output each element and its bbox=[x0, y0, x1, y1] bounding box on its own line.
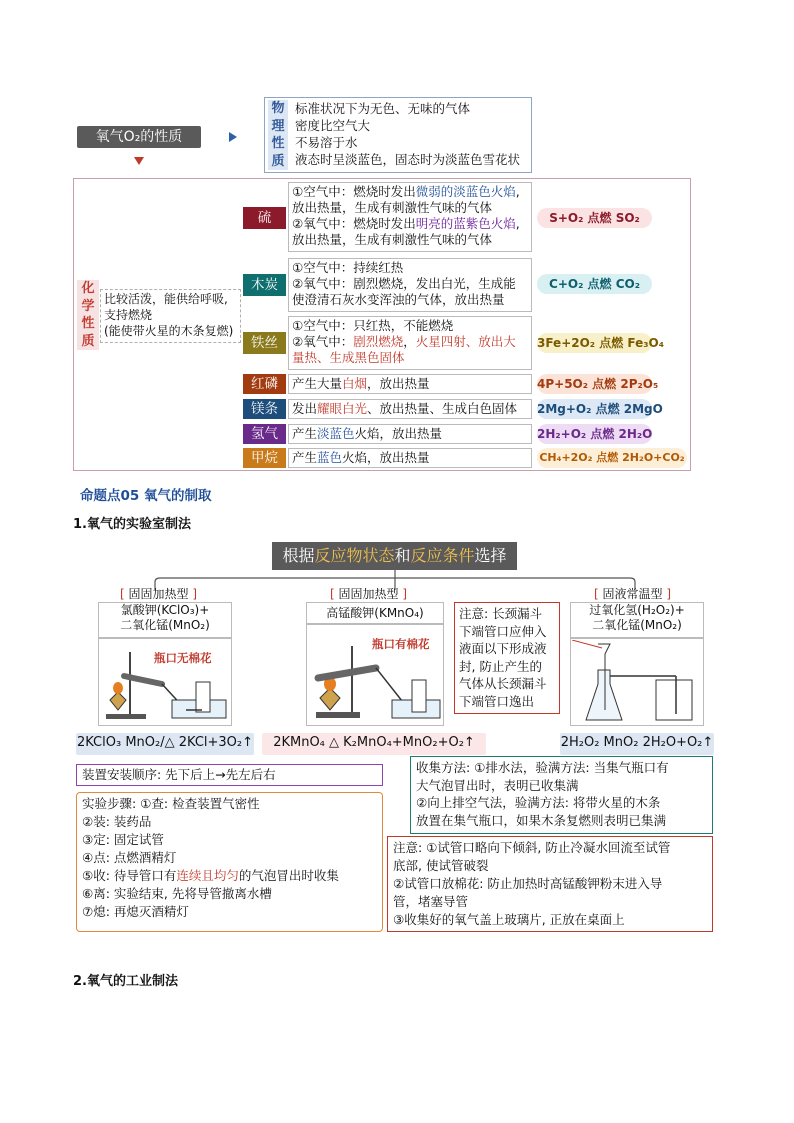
reaction-desc-iron: ①空气中：只红热，不能燃烧 ②氧气中：剧烈燃烧，火星四射、放出大 量热、生成黑色固体 bbox=[288, 316, 532, 370]
industrial-method-heading: 2.氧气的工业制法 bbox=[73, 974, 178, 989]
arrow-right-icon bbox=[229, 132, 237, 142]
element-sulfur: 硫 bbox=[243, 207, 286, 229]
reaction-desc-carbon: ①空气中：持续红热 ②氧气中：剧烈燃烧，发出白光，生成能 使澄清石灰水变浑浊的气体，放出热量 bbox=[288, 258, 532, 312]
note-line: 支持燃烧 bbox=[104, 308, 153, 322]
physical-label: 物理性质 bbox=[268, 100, 288, 170]
element-carbon: 木炭 bbox=[243, 274, 286, 296]
equation-kclo3: 2KClO₃ MnO₂/△ 2KCl+3O₂↑ bbox=[76, 733, 254, 755]
lab-title: 根据反应物状态和反应条件选择 bbox=[272, 542, 517, 570]
type-label-1: [ 固固加热型 ] bbox=[120, 587, 198, 601]
lab-method-heading: 1.氧气的实验室制法 bbox=[73, 517, 191, 532]
equation-h2o2: 2H₂O₂ MnO₂ 2H₂O+O₂↑ bbox=[560, 733, 714, 755]
reactants-kclo3: 氯酸钾(KClO₃)+ 二氧化锰(MnO₂) bbox=[98, 602, 232, 638]
element-magnesium: 镁条 bbox=[243, 399, 286, 419]
equation-methane: CH₄+2O₂ 点燃 2H₂O+CO₂ bbox=[537, 448, 687, 468]
reaction-desc-phosphorus: 产生大量白烟，放出热量 bbox=[288, 374, 532, 394]
chemical-label: 化学性质 bbox=[77, 280, 99, 350]
collection-method: 收集方法: ①排水法，验满方法: 当集气瓶口有 大气泡冒出时，表明已收集满 ②向上排空气法，验满方法: 将带火星的木条 放置在集气瓶口，如果木条复燃则表明已集满 bbox=[410, 756, 713, 834]
reactants-kmno4: 高锰酸钾(KMnO₄) bbox=[306, 602, 444, 624]
physical-line: 不易溶于水 bbox=[295, 135, 358, 150]
physical-line: 标准状况下为无色、无味的气体 bbox=[295, 101, 471, 116]
funnel-note: 注意: 长颈漏斗 下端管口应伸入 液面以下形成液 封, 防止产生的 气体从长颈漏斗 下端管口逸出 bbox=[454, 602, 560, 714]
type-label-2: [ 固固加热型 ] bbox=[330, 587, 408, 601]
properties-title: 氧气O₂的性质 bbox=[77, 126, 201, 148]
chemical-note bbox=[100, 289, 241, 343]
equation-magnesium: 2Mg+O₂ 点燃 2MgO bbox=[537, 399, 652, 419]
element-iron: 铁丝 bbox=[243, 332, 286, 354]
experiment-steps: 实验步骤: ①查: 检查装置气密性 ②装: 装药品 ③定: 固定试管 ④点: 点燃酒精灯 ⑤收: 待导管口有连续且均匀的气泡冒出时收集 ⑥离: 实验结束, 先将导管撤离水槽 ⑦熄: 再熄灭酒精灯 bbox=[76, 792, 383, 932]
equation-iron: 3Fe+2O₂ 点燃 Fe₃O₄ bbox=[537, 333, 652, 353]
equation-phosphorus: 4P+5O₂ 点燃 2P₂O₅ bbox=[537, 374, 652, 394]
element-hydrogen: 氢气 bbox=[243, 424, 286, 444]
equation-sulfur: S+O₂ 点燃 SO₂ bbox=[537, 208, 652, 228]
arrow-down-icon bbox=[134, 157, 144, 165]
section-heading: 命题点05 氧气的制取 bbox=[80, 488, 212, 504]
note-line: (能使带火星的木条复燃) bbox=[104, 324, 234, 338]
equation-kmno4: 2KMnO₄ △ K₂MnO₄+MnO₂+O₂↑ bbox=[262, 733, 486, 755]
reaction-desc-sulfur: ①空气中：燃烧时发出微弱的淡蓝色火焰, 放出热量，生成有刺激性气味的气体 ②氧气中：燃烧时发出明亮的蓝紫色火焰, 放出热量，生成有刺激性气味的气体 bbox=[288, 182, 532, 252]
equation-carbon: C+O₂ 点燃 CO₂ bbox=[537, 274, 652, 294]
physical-line: 密度比空气大 bbox=[295, 118, 371, 133]
equation-hydrogen: 2H₂+O₂ 点燃 2H₂O bbox=[537, 424, 652, 444]
element-phosphorus: 红磷 bbox=[243, 374, 286, 394]
flask-apparatus-icon bbox=[572, 640, 702, 724]
assembly-order: 装置安装顺序: 先下后上→先左后右 bbox=[76, 764, 383, 786]
element-methane: 甲烷 bbox=[243, 448, 286, 468]
reactants-h2o2: 过氧化氢(H₂O₂)+ 二氧化锰(MnO₂) bbox=[570, 602, 704, 638]
cautions: 注意: ①试管口略向下倾斜, 防止冷凝水回流至试管 底部, 使试管破裂 ②试管口放棉花: 防止加热时高锰酸钾粉末进入导 管，堵塞导管 ③收集好的氧气盖上玻璃片, 正放在桌面上 bbox=[387, 836, 713, 932]
physical-line: 液态时呈淡蓝色，固态时为淡蓝色雪花状 bbox=[295, 152, 521, 167]
reaction-desc-methane: 产生蓝色火焰，放出热量 bbox=[288, 448, 532, 468]
note-line: 比较活泼，能供给呼吸, bbox=[104, 292, 228, 306]
tag-no-cotton: 瓶口无棉花 bbox=[154, 651, 212, 665]
reaction-desc-hydrogen: 产生淡蓝色火焰，放出热量 bbox=[288, 424, 532, 444]
reaction-desc-magnesium: 发出耀眼白光、放出热量、生成白色固体 bbox=[288, 399, 532, 419]
tag-with-cotton: 瓶口有棉花 bbox=[372, 637, 430, 651]
type-label-3: [ 固液常温型 ] bbox=[594, 587, 672, 601]
